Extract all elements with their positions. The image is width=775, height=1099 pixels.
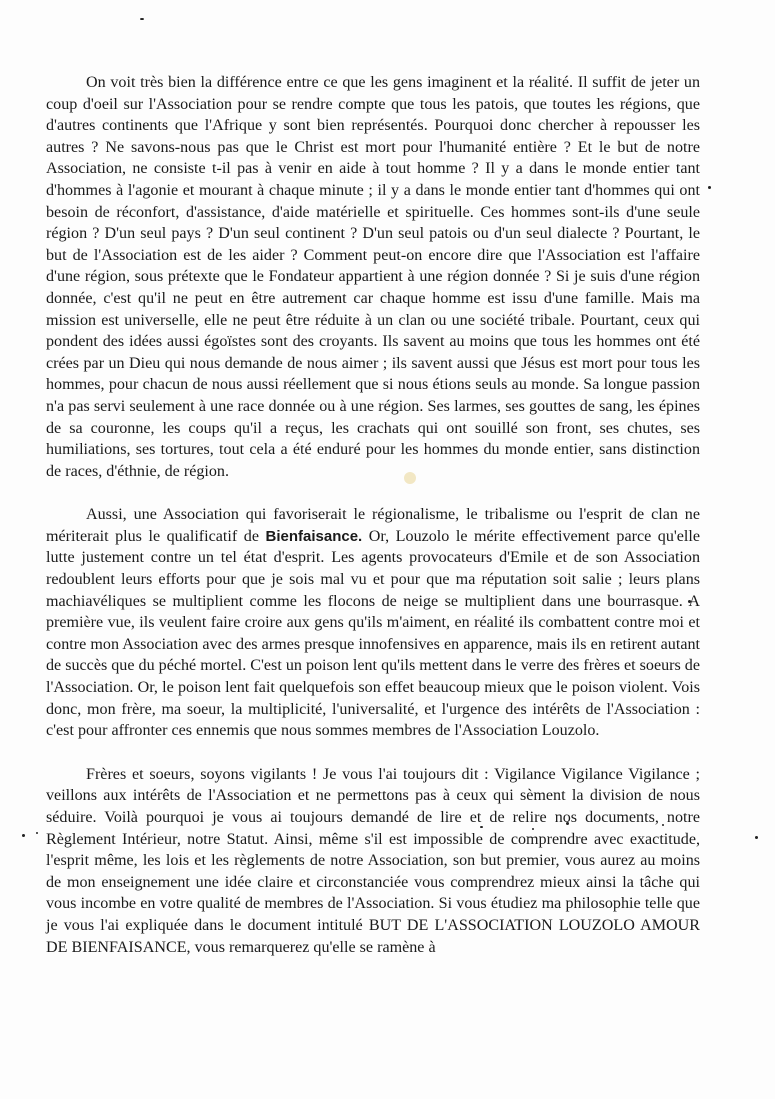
scan-speck [140,18,144,20]
paragraph-text: Aussi, une Association qui favoriserait le régionalisme, le tribalisme ou l'esprit de clan ne mériterait plus le qualificatif de [46,506,700,545]
scan-speck [36,832,38,834]
document-body [46,72,700,980]
paragraph [46,504,700,742]
paragraph-text: Or, Louzolo le mérite effectivement parce qu'elle lutte justement contre un tel état d'esprit. Les agents provocateurs d'Emile et de son Association redoublent leurs efforts pour que je sois mal vu et pour que ma réputation soit salie ; leurs plans machiavéliques se multiplient comme les flocons de neige se multiplient dans une bourrasque. A première vue, ils veulent faire croire aux gens qu'ils m'aiment, en réalité ils combattent contre moi et contre mon Association avec des armes presque innofensives en apparence, mais ils en retirent autant de succès que du péché mortel. C'est un poison lent qu'ils mettent dans le verre des frères et soeurs de l'Association. Or, le poison lent fait quelquefois son effet beaucoup mieux que le poison violent. Vois donc, mon frère, ma soeur, la multiplicité, l'universalité, et l'urgence des intérêts de l'Association : c'est pour affronter ces ennemis que nous sommes membres de l'Association Louzolo. [46,527,700,740]
scan-speck [755,836,758,839]
paragraph: Frères et soeurs, soyons vigilants ! Je vous l'ai toujours dit : Vigilance Vigilance Vigilance ; veillons aux intérêts de l'Association et ne permettons pas à ceux qui sèment la division de nous séduire. Voilà pourquoi je vous ai toujours demandé de lire et de relire nos documents, notre Règlement Intérieur, notre Statut. Ainsi, même s'il est impossible de comprendre avec exactitude, l'esprit même, les lois et les règlements de notre Association, son but premier, vous aurez au moins de mon enseignement une idée claire et circonstanciée vous comprendrez mieux ainsi la tâche qui vous incombe en votre qualité de membres de l'Association. Si vous étudiez ma philosophie telle que je vous l'ai expliquée dans le document intitulé BUT DE L'ASSOCIATION LOUZOLO AMOUR DE BIENFAISANCE, vous remarquerez qu'elle se ramène à [46,765,700,956]
paragraph: On voit très bien la différence entre ce que les gens imaginent et la réalité. Il suffit de jeter un coup d'oeil sur l'Association pour se rendre compte que tous les patois, que toutes les régions, que d'autres continents que l'Afrique y sont bien représentés. Pourquoi donc chercher à repousser les autres ? Ne savons-nous pas que le Christ est mort pour l'humanité entière ? Et le but de notre Association, ne consiste t-il pas à venir en aide à tout homme ? Il y a dans le monde entier tant d'hommes à l'agonie et mourant à chaque minute ; il y a dans le monde entier tant d'hommes qui ont besoin de réconfort, d'assistance, d'aide matérielle et spirituelle. Ces hommes sont-ils d'une seule région ? D'un seul pays ? D'un seul continent ? D'un seul patois ou d'un seul dialecte ? Pourtant, le but de l'Association est de les aider ? Comment peut-on encore dire que l'Association est l'affaire d'une région, sous prétexte que le Fondateur appartient à une région donnée ? Si je suis d'une région donnée, c'est qu'il ne peut en être autrement car chaque homme est issu d'une famille. Mais ma mission est universelle, elle ne peut être réduite à un clan ou une société tribale. Pourtant, ceux qui pondent des idées aussi égoïstes sont des croyants. Ils savent au moins que tous les hommes ont été crées par un Dieu qui nous demande de nous aimer ; ils savent aussi que Jésus est mort pour tous les hommes, pour chacun de nous aussi réellement que si nous étions seuls au monde. Sa longue passion n'a pas servi seulement à une race donnée ou à une région. Ses larmes, ses gouttes de sang, les épines de sa couronne, les coups qu'il a reçus, les crachats qui ont souillé son front, ses chutes, ses humiliations, ses tortures, tout cela a été enduré pour les hommes du monde entier, sans distinction de races, d'éthnie, de région. [46,74,700,480]
bold-term: Bienfaisance. [265,527,363,545]
scan-speck [708,186,711,189]
scan-speck [22,834,25,837]
